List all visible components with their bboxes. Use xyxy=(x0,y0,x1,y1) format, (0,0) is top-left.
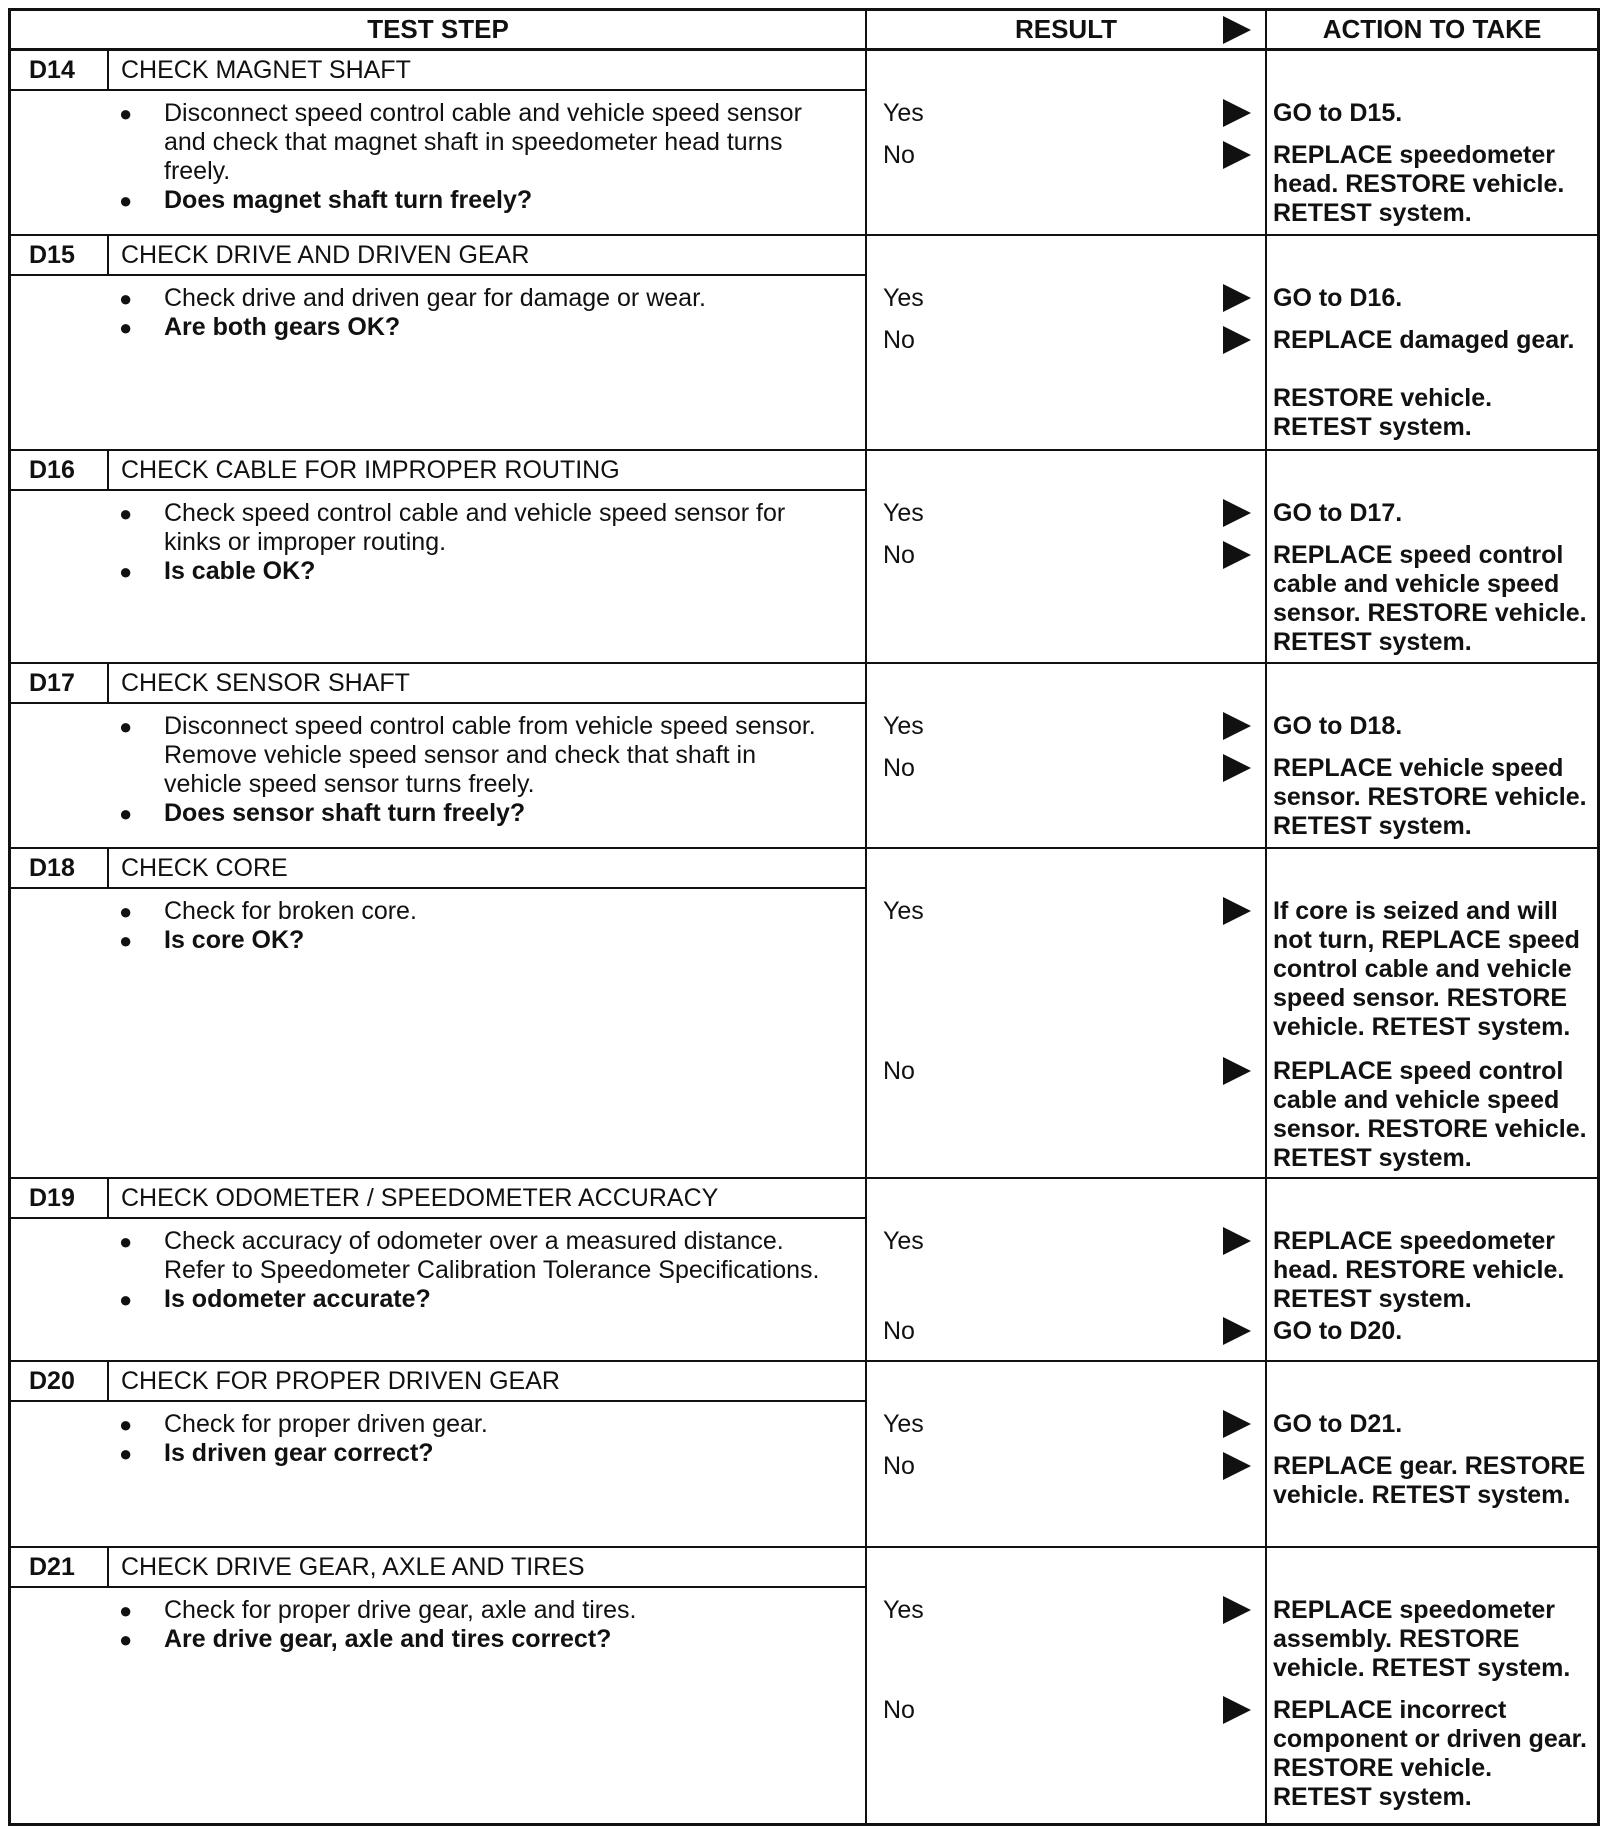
bullet-icon: ● xyxy=(119,101,133,126)
step-title-row xyxy=(11,1362,865,1402)
header-test-step: TEST STEP xyxy=(11,11,865,51)
result-arrow-icon xyxy=(1223,326,1251,354)
result-arrow-icon xyxy=(1223,99,1251,127)
result-no: No xyxy=(883,1057,915,1085)
step-title-row xyxy=(11,1548,865,1588)
bullet-text: Does sensor shaft turn freely? xyxy=(164,799,526,827)
test-step-d15 xyxy=(11,236,1597,451)
step-question xyxy=(119,1625,839,1654)
result-yes: Yes xyxy=(883,897,924,925)
step-title: CHECK CORE xyxy=(121,853,288,882)
result-no: No xyxy=(883,1696,915,1724)
action-text: REPLACE speedometer assembly. RESTORE vehicle. RETEST system. xyxy=(1273,1596,1571,1682)
column-divider xyxy=(865,11,867,1823)
result-no: No xyxy=(883,141,915,169)
bullet-text: Is core OK? xyxy=(164,926,305,954)
result-arrow-icon xyxy=(1223,1057,1251,1085)
step-title-row xyxy=(11,664,865,704)
step-instruction xyxy=(119,1596,839,1625)
step-bullets xyxy=(119,1410,839,1468)
step-title-row xyxy=(11,451,865,491)
test-step-d16 xyxy=(11,451,1597,664)
result-yes: Yes xyxy=(883,1596,924,1624)
result-arrow-icon xyxy=(1223,897,1251,925)
step-id: D15 xyxy=(11,236,109,274)
bullet-text: Check drive and driven gear for damage or wear. xyxy=(164,284,706,312)
step-title-row xyxy=(11,849,865,889)
bullet-icon: ● xyxy=(119,1229,133,1254)
header-action: ACTION TO TAKE xyxy=(1267,11,1597,51)
bullet-text: Are drive gear, axle and tires correct? xyxy=(164,1625,612,1653)
step-title: CHECK SENSOR SHAFT xyxy=(121,668,410,697)
step-title-row xyxy=(11,236,865,276)
result-arrow-icon xyxy=(1223,1596,1251,1624)
step-question xyxy=(119,799,839,828)
action-text: REPLACE speedometer head. RESTORE vehicle. RETEST system. xyxy=(1273,1227,1565,1313)
step-title: CHECK ODOMETER / SPEEDOMETER ACCURACY xyxy=(121,1183,719,1212)
test-step-d19 xyxy=(11,1179,1597,1362)
step-question xyxy=(119,186,839,215)
step-title-row xyxy=(11,51,865,91)
column-divider xyxy=(1265,11,1267,1823)
step-bullets xyxy=(119,499,839,586)
result-yes: Yes xyxy=(883,99,924,127)
result-arrow-icon xyxy=(1223,141,1251,169)
test-step-d18 xyxy=(11,849,1597,1179)
result-no: No xyxy=(883,754,915,782)
action-text: GO to D16. xyxy=(1273,284,1403,312)
header-arrow-icon xyxy=(1223,16,1251,44)
result-yes: Yes xyxy=(883,1410,924,1438)
result-no: No xyxy=(883,1317,915,1345)
step-id: D21 xyxy=(11,1548,109,1586)
step-question xyxy=(119,926,839,955)
bullet-text: Check for proper driven gear. xyxy=(164,1410,488,1438)
bullet-icon: ● xyxy=(119,899,133,924)
result-arrow-icon xyxy=(1223,1317,1251,1345)
result-arrow-icon xyxy=(1223,1696,1251,1724)
step-id: D19 xyxy=(11,1179,109,1217)
action-text: REPLACE vehicle speed sensor. RESTORE vehicle. RETEST system. xyxy=(1273,754,1587,840)
bullet-icon: ● xyxy=(119,1287,133,1312)
step-question xyxy=(119,1285,839,1314)
bullet-icon: ● xyxy=(119,315,133,340)
action-text: GO to D17. xyxy=(1273,499,1403,527)
step-title: CHECK DRIVE AND DRIVEN GEAR xyxy=(121,240,530,269)
result-arrow-icon xyxy=(1223,284,1251,312)
bullet-icon: ● xyxy=(119,188,133,213)
bullet-text: Check accuracy of odometer over a measured distance. Refer to Speedometer Calibration Tolerance Specifications. xyxy=(164,1227,820,1284)
step-id: D14 xyxy=(11,51,109,89)
bullet-icon: ● xyxy=(119,714,133,739)
result-arrow-icon xyxy=(1223,541,1251,569)
diagnostic-table xyxy=(8,8,1600,1826)
bullet-icon: ● xyxy=(119,928,133,953)
step-instruction xyxy=(119,499,839,557)
result-arrow-icon xyxy=(1223,754,1251,782)
bullet-text: Is odometer accurate? xyxy=(164,1285,431,1313)
step-question xyxy=(119,1439,839,1468)
step-bullets xyxy=(119,99,839,215)
bullet-icon: ● xyxy=(119,1627,133,1652)
result-arrow-icon xyxy=(1223,1227,1251,1255)
result-yes: Yes xyxy=(883,1227,924,1255)
test-step-d17 xyxy=(11,664,1597,849)
step-instruction xyxy=(119,712,839,799)
step-bullets xyxy=(119,712,839,828)
bullet-text: Check speed control cable and vehicle speed sensor for kinks or improper routing. xyxy=(164,499,786,556)
result-arrow-icon xyxy=(1223,712,1251,740)
bullet-icon: ● xyxy=(119,286,133,311)
step-bullets xyxy=(119,897,839,955)
result-yes: Yes xyxy=(883,499,924,527)
bullet-icon: ● xyxy=(119,1598,133,1623)
step-id: D20 xyxy=(11,1362,109,1400)
step-question xyxy=(119,313,839,342)
action-text: GO to D21. xyxy=(1273,1410,1403,1438)
step-bullets xyxy=(119,284,839,342)
result-yes: Yes xyxy=(883,712,924,740)
bullet-icon: ● xyxy=(119,1412,133,1437)
action-text: REPLACE speed control cable and vehicle speed sensor. RESTORE vehicle. RETEST system. xyxy=(1273,1057,1587,1172)
step-question xyxy=(119,557,839,586)
step-id: D17 xyxy=(11,664,109,702)
action-text: GO to D20. xyxy=(1273,1317,1403,1345)
result-no: No xyxy=(883,541,915,569)
bullet-text: Is driven gear correct? xyxy=(164,1439,434,1467)
header-result-label: RESULT xyxy=(1014,14,1118,44)
action-text: REPLACE incorrect component or driven gear. RESTORE vehicle. RETEST system. xyxy=(1273,1696,1587,1811)
result-arrow-icon xyxy=(1223,1410,1251,1438)
result-no: No xyxy=(883,1452,915,1480)
step-id: D16 xyxy=(11,451,109,489)
result-no: No xyxy=(883,326,915,354)
result-arrow-icon xyxy=(1223,499,1251,527)
action-text: REPLACE speed control cable and vehicle speed sensor. RESTORE vehicle. RETEST system. xyxy=(1273,541,1587,656)
step-id: D18 xyxy=(11,849,109,887)
step-title: CHECK CABLE FOR IMPROPER ROUTING xyxy=(121,455,620,484)
step-instruction xyxy=(119,897,839,926)
step-title: CHECK DRIVE GEAR, AXLE AND TIRES xyxy=(121,1552,585,1581)
bullet-text: Check for proper drive gear, axle and tires. xyxy=(164,1596,637,1624)
bullet-text: Check for broken core. xyxy=(164,897,417,925)
step-title: CHECK MAGNET SHAFT xyxy=(121,55,411,84)
step-instruction xyxy=(119,99,839,186)
bullet-text: Is cable OK? xyxy=(164,557,316,585)
bullet-icon: ● xyxy=(119,1441,133,1466)
bullet-icon: ● xyxy=(119,801,133,826)
result-yes: Yes xyxy=(883,284,924,312)
test-step-d20 xyxy=(11,1362,1597,1548)
action-text: REPLACE speedometer head. RESTORE vehicle. RETEST system. xyxy=(1273,141,1565,227)
action-text: REPLACE gear. RESTORE vehicle. RETEST system. xyxy=(1273,1452,1586,1509)
test-step-d21 xyxy=(11,1548,1597,1823)
bullet-text: Disconnect speed control cable and vehicle speed sensor and check that magnet shaft in speedometer head turns freely. xyxy=(164,99,802,185)
action-text: GO to D15. xyxy=(1273,99,1403,127)
test-step-d14 xyxy=(11,51,1597,236)
action-text: GO to D18. xyxy=(1273,712,1403,740)
bullet-text: Are both gears OK? xyxy=(164,313,401,341)
bullet-text: Does magnet shaft turn freely? xyxy=(164,186,533,214)
step-title-row xyxy=(11,1179,865,1219)
step-instruction xyxy=(119,1227,839,1285)
header-result xyxy=(867,11,1265,51)
step-title: CHECK FOR PROPER DRIVEN GEAR xyxy=(121,1366,560,1395)
result-arrow-icon xyxy=(1223,1452,1251,1480)
step-bullets xyxy=(119,1596,839,1654)
bullet-text: Disconnect speed control cable from vehicle speed sensor. Remove vehicle speed sensor and check that shaft in vehicle speed sensor turns freely. xyxy=(164,712,816,798)
step-instruction xyxy=(119,284,839,313)
step-bullets xyxy=(119,1227,839,1314)
bullet-icon: ● xyxy=(119,559,133,584)
action-text: If core is seized and will not turn, REPLACE speed control cable and vehicle speed sensor. RESTORE vehicle. RETEST system. xyxy=(1273,897,1580,1041)
bullet-icon: ● xyxy=(119,501,133,526)
action-text: REPLACE damaged gear. RESTORE vehicle. RETEST system. xyxy=(1273,326,1575,441)
step-instruction xyxy=(119,1410,839,1439)
